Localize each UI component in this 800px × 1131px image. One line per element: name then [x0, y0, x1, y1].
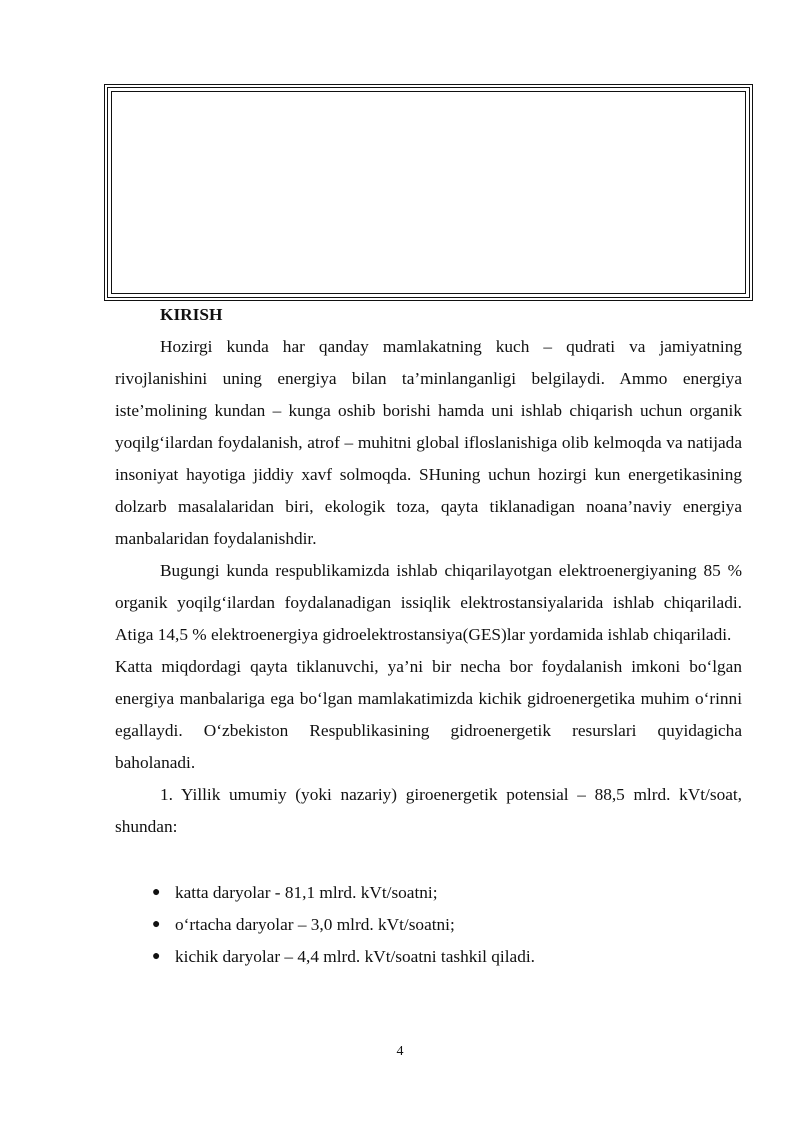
list-item: [152, 909, 535, 941]
bullet-icon: ●: [152, 917, 161, 932]
body-text: [115, 331, 742, 843]
list-item: [152, 877, 535, 909]
title-frame-box: [104, 84, 753, 301]
list-item-text: katta daryolar - 81,1 mlrd. kVt/soatni;: [175, 883, 438, 902]
bullet-icon: ●: [152, 949, 161, 964]
list-item-text: kichik daryolar – 4,4 mlrd. kVt/soatni tashkil qiladi.: [175, 947, 535, 966]
paragraph-intro: Hozirgi kunda har qanday mamlakatning kuch – qudrati va jamiyatning rivojlanishini uning energiya bilan ta’minlanganligi belgilaydi. Ammo energiya iste’molining kundan – kunga oshib borishi hamda uni ishlab chiqarish uchun organik yoqilg‘ilardan foydalanish, atrof – muhitni global ifloslanishiga olib kelmoqda va natijada insoniyat hayotiga jiddiy xavf solmoqda. SHuning uchun hozirgi kun energetikasining dolzarb masalalaridan biri, ekologik toza, qayta tiklanadigan noana’naviy energiya manbalaridan foydalanishdir.: [115, 337, 742, 548]
page-number: 4: [396, 1044, 404, 1059]
paragraph-potential: 1. Yillik umumiy (yoki nazariy) giroenergetik potensial – 88,5 mlrd. kVt/soat, shundan:: [115, 785, 742, 836]
paragraph-resources: Katta miqdordagi qayta tiklanuvchi, ya’ni bir necha bor foydalanish imkoni bo‘lgan energiya manbalariga ega bo‘lgan mamlakatimizda kichik gidroenergetika muhim o‘rinni egallaydi. O‘zbekiston Respublikasining gidroenergetik resurslari quyidagicha baholanadi.: [115, 657, 742, 772]
title-frame-inner-border: [111, 91, 746, 294]
section-heading: KIRISH: [160, 305, 223, 324]
rivers-list: [152, 877, 535, 973]
bullet-icon: ●: [152, 885, 161, 900]
paragraph-electricity: Bugungi kunda respublikamizda ishlab chiqarilayotgan elektroenergiyaning 85 % organik yoqilg‘ilardan foydalanadigan issiqlik elektrostansiyalarida ishlab chiqariladi. Atiga 14,5 % elektroenergiya gidroelektrostansiya(GES)lar yordamida ishlab chiqariladi.: [115, 561, 742, 644]
list-item: [152, 941, 535, 973]
list-item-text: o‘rtacha daryolar – 3,0 mlrd. kVt/soatni;: [175, 915, 455, 934]
